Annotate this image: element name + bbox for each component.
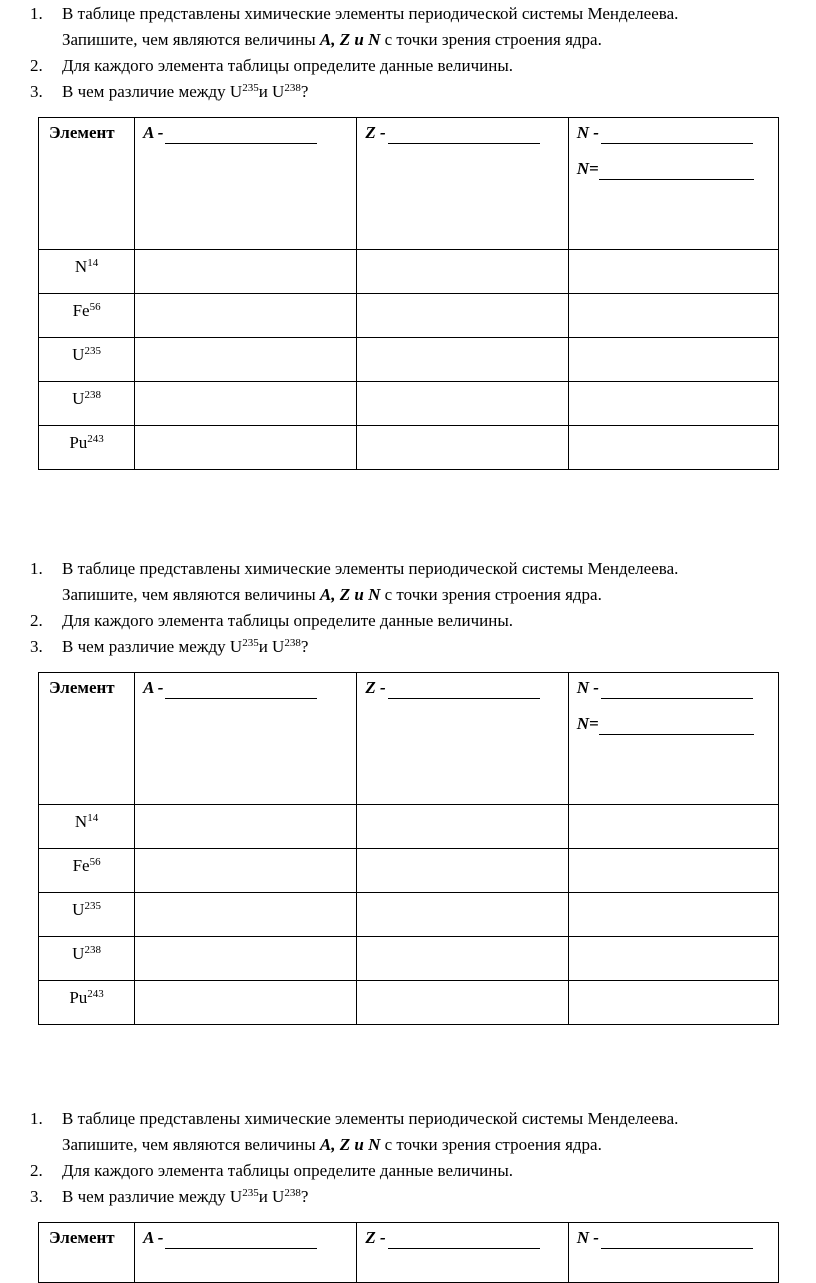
question-1-line-2 — [0, 582, 800, 608]
header-n: N - N= — [568, 673, 778, 805]
header-a: A - — [135, 1223, 357, 1283]
answer-cell-n[interactable] — [568, 382, 778, 426]
question-number: 3. — [30, 1187, 43, 1206]
answer-cell-z[interactable] — [357, 805, 568, 849]
element-cell: Pu$^{243}$ — [39, 426, 135, 470]
answer-cell-n[interactable] — [568, 250, 778, 294]
answer-cell-z[interactable] — [357, 981, 568, 1025]
table-row — [39, 937, 779, 981]
question-text-cont: Запишите, чем являются величины A, Z и N с точки зрения строения ядра. — [62, 585, 602, 604]
answer-cell-a[interactable] — [135, 937, 357, 981]
question-1-line-1 — [0, 556, 800, 582]
question-number: 3. — [30, 637, 43, 656]
answer-cell-n[interactable] — [568, 805, 778, 849]
question-text: В таблице представлены химические элементы периодической системы Менделеева. — [62, 1109, 679, 1128]
question-number: 1. — [30, 1109, 43, 1128]
header-a: A - — [135, 118, 357, 250]
table-row — [39, 338, 779, 382]
question-1-line-1 — [0, 1, 800, 27]
answer-cell-a[interactable] — [135, 338, 357, 382]
answer-cell-n[interactable] — [568, 426, 778, 470]
question-text: В чем различие между $U^{235}и$ $U^{238}$? — [62, 637, 309, 656]
answer-cell-z[interactable] — [357, 426, 568, 470]
question-text-cont: Запишите, чем являются величины A, Z и N с точки зрения строения ядра. — [62, 30, 602, 49]
question-text: Для каждого элемента таблицы определите данные величины. — [62, 611, 513, 630]
question-text: Для каждого элемента таблицы определите данные величины. — [62, 56, 513, 75]
element-cell: Pu$^{243}$ — [39, 981, 135, 1025]
table-header-row — [39, 673, 779, 805]
answer-cell-a[interactable] — [135, 426, 357, 470]
header-element: Элемент — [39, 118, 135, 250]
question-number: 2. — [30, 611, 43, 630]
question-text: В чем различие между $U^{235}и$ $U^{238}$? — [62, 82, 309, 101]
answer-cell-a[interactable] — [135, 849, 357, 893]
answer-cell-a[interactable] — [135, 382, 357, 426]
header-element: Элемент — [39, 1223, 135, 1283]
table-row — [39, 849, 779, 893]
answer-cell-z[interactable] — [357, 937, 568, 981]
answer-cell-a[interactable] — [135, 981, 357, 1025]
question-text: Для каждого элемента таблицы определите данные величины. — [62, 1161, 513, 1180]
table-row — [39, 250, 779, 294]
table-row — [39, 805, 779, 849]
header-z: Z - — [357, 673, 568, 805]
element-cell: $U^{235}$ — [39, 338, 135, 382]
header-n: N - N= — [568, 118, 778, 250]
answer-cell-n[interactable] — [568, 849, 778, 893]
answer-cell-n[interactable] — [568, 893, 778, 937]
question-1-line-2 — [0, 1132, 800, 1158]
element-cell: $U^{235}$ — [39, 893, 135, 937]
header-a: A - — [135, 673, 357, 805]
element-cell: $N^{14}$ — [39, 250, 135, 294]
question-text: В таблице представлены химические элементы периодической системы Менделеева. — [62, 4, 679, 23]
answer-cell-z[interactable] — [357, 294, 568, 338]
table-row — [39, 981, 779, 1025]
table-row — [39, 294, 779, 338]
question-2 — [0, 608, 800, 634]
question-number: 2. — [30, 1161, 43, 1180]
element-table — [38, 1222, 779, 1283]
question-text-cont: Запишите, чем являются величины A, Z и N с точки зрения строения ядра. — [62, 1135, 602, 1154]
element-table — [38, 672, 779, 1025]
answer-cell-a[interactable] — [135, 805, 357, 849]
question-2 — [0, 1158, 800, 1184]
answer-cell-a[interactable] — [135, 893, 357, 937]
element-cell: Fe$^{56}$ — [39, 849, 135, 893]
header-z: Z - — [357, 118, 568, 250]
question-text: В чем различие между $U^{235}и$ $U^{238}$? — [62, 1187, 309, 1206]
question-number: 1. — [30, 4, 43, 23]
table-header-row — [39, 118, 779, 250]
table-row — [39, 426, 779, 470]
question-number: 3. — [30, 82, 43, 101]
element-table — [38, 117, 779, 470]
question-1-line-1 — [0, 1106, 800, 1132]
question-3 — [0, 1184, 800, 1210]
question-number: 2. — [30, 56, 43, 75]
answer-cell-n[interactable] — [568, 981, 778, 1025]
answer-cell-z[interactable] — [357, 250, 568, 294]
answer-cell-n[interactable] — [568, 937, 778, 981]
answer-cell-n[interactable] — [568, 338, 778, 382]
question-3 — [0, 634, 800, 660]
table-row — [39, 893, 779, 937]
table-row — [39, 382, 779, 426]
element-cell: Fe$^{56}$ — [39, 294, 135, 338]
answer-cell-a[interactable] — [135, 250, 357, 294]
question-number: 1. — [30, 559, 43, 578]
table-header-row — [39, 1223, 779, 1283]
answer-cell-z[interactable] — [357, 893, 568, 937]
element-cell: $U^{238}$ — [39, 937, 135, 981]
question-text: В таблице представлены химические элементы периодической системы Менделеева. — [62, 559, 679, 578]
question-3 — [0, 79, 800, 105]
header-element: Элемент — [39, 673, 135, 805]
header-z: Z - — [357, 1223, 568, 1283]
answer-cell-z[interactable] — [357, 849, 568, 893]
question-1-line-2 — [0, 27, 800, 53]
answer-cell-a[interactable] — [135, 294, 357, 338]
element-cell: $N^{14}$ — [39, 805, 135, 849]
answer-cell-z[interactable] — [357, 338, 568, 382]
question-2 — [0, 53, 800, 79]
element-cell: $U^{238}$ — [39, 382, 135, 426]
answer-cell-n[interactable] — [568, 294, 778, 338]
header-n: N - — [568, 1223, 778, 1283]
answer-cell-z[interactable] — [357, 382, 568, 426]
